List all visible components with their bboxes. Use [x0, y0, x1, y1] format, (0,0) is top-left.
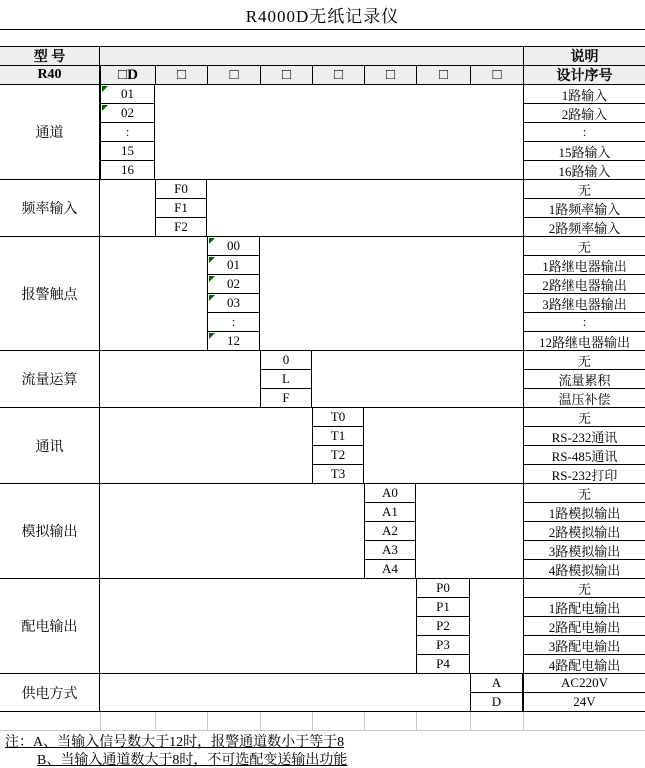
- code-cell-text: F0: [174, 181, 188, 196]
- code-cell: [312, 465, 364, 484]
- desc-cell: 4路配电输出: [523, 655, 645, 674]
- section-label: 通讯: [0, 408, 100, 483]
- code-box-cell: □: [416, 66, 470, 84]
- desc-cell: 3路配电输出: [523, 636, 645, 655]
- code-cell-text: A4: [382, 561, 398, 576]
- gridline: [207, 712, 208, 730]
- code-cell: [312, 446, 364, 465]
- code-cell: [100, 142, 155, 161]
- code-cell-text: 03: [227, 295, 240, 310]
- code-cell: [416, 655, 470, 674]
- code-cell-text: 01: [121, 86, 134, 101]
- note-line-1: 注：A、当输入信号数大于12时，报警通道数小于等于8: [5, 735, 345, 750]
- code-cell: [470, 693, 523, 712]
- desc-cell: 温压补偿: [523, 389, 645, 408]
- gridline: [364, 712, 365, 730]
- desc-cell: 1路配电输出: [523, 598, 645, 617]
- section-label: 模拟输出: [0, 484, 100, 578]
- code-cell-text: F1: [174, 200, 188, 215]
- code-box-cell: □: [312, 66, 364, 84]
- code-cell: [312, 408, 364, 427]
- code-cell-text: F: [282, 390, 290, 405]
- code-cell: [207, 237, 260, 256]
- code-cell-text: :: [125, 124, 130, 139]
- code-cell-text: A1: [382, 504, 398, 519]
- code-cell: [100, 85, 155, 104]
- code-cell-text: F2: [174, 219, 188, 234]
- code-cell-text: :: [231, 314, 236, 329]
- code-cell-text: 15: [121, 143, 134, 158]
- desc-cell: 12路继电器输出: [523, 332, 645, 351]
- desc-cell: 无: [523, 180, 645, 199]
- desc-cell: 1路继电器输出: [523, 256, 645, 275]
- desc-cell: 2路模拟输出: [523, 522, 645, 541]
- code-cell: [207, 256, 260, 275]
- code-cell: [260, 389, 312, 408]
- code-cell: [312, 427, 364, 446]
- section-label: 供电方式: [0, 674, 100, 711]
- desc-cell: RS-485通讯: [523, 446, 645, 465]
- desc-cell: 4路模拟输出: [523, 560, 645, 579]
- code-cell-text: A: [491, 675, 502, 690]
- desc-cell: RS-232通讯: [523, 427, 645, 446]
- desc-cell: 1路输入: [523, 85, 645, 104]
- code-box-cell: □: [155, 66, 207, 84]
- desc-cell: 无: [523, 484, 645, 503]
- code-cell-text: T0: [330, 409, 346, 424]
- desc-cell: 2路继电器输出: [523, 275, 645, 294]
- code-cell: [470, 674, 523, 693]
- code-cell-text: D: [491, 694, 502, 709]
- desc-cell: 2路输入: [523, 104, 645, 123]
- description-header-label: 说明: [523, 47, 645, 65]
- code-box-cell: □: [260, 66, 312, 84]
- section-label: 报警触点: [0, 237, 100, 350]
- code-cell: [364, 541, 416, 560]
- code-box-cell: □: [364, 66, 416, 84]
- gridline: [100, 712, 101, 730]
- code-cell: [100, 104, 155, 123]
- code-cell: [155, 199, 207, 218]
- serial-header-label: 设计序号: [523, 66, 645, 84]
- desc-cell: 流量累积: [523, 370, 645, 389]
- desc-cell: 15路输入: [523, 142, 645, 161]
- code-cell: [416, 598, 470, 617]
- desc-cell: 3路继电器输出: [523, 294, 645, 313]
- code-cell: [416, 617, 470, 636]
- note-line-2: B、当输入通道数大于8时，不可选配变送输出功能: [37, 753, 348, 768]
- code-box-cell: □D: [100, 66, 155, 84]
- desc-cell: :: [523, 313, 645, 332]
- error-indicator-triangle-icon: [209, 333, 215, 339]
- code-cell-text: P3: [436, 637, 450, 652]
- code-cell-text: A2: [382, 523, 398, 538]
- code-cell: [155, 180, 207, 199]
- code-cell-text: A0: [382, 485, 398, 500]
- gridline: [155, 712, 156, 730]
- section-label: 流量运算: [0, 351, 100, 407]
- model-header-label: 型 号: [0, 47, 100, 65]
- desc-cell: AC220V: [523, 674, 645, 693]
- desc-cell: RS-232打印: [523, 465, 645, 484]
- code-cell: [260, 370, 312, 389]
- desc-cell: 1路模拟输出: [523, 503, 645, 522]
- model-header-empty-cell: [100, 47, 523, 65]
- error-indicator-triangle-icon: [209, 295, 215, 301]
- error-indicator-triangle-icon: [102, 105, 108, 111]
- gridline: [523, 712, 524, 730]
- table-bottom-border: [0, 711, 645, 712]
- code-cell-text: P1: [436, 599, 450, 614]
- desc-cell: 无: [523, 351, 645, 370]
- desc-cell: 无: [523, 579, 645, 598]
- gridline: [312, 712, 313, 730]
- code-cell-text: 0: [282, 352, 290, 367]
- code-cell-text: L: [282, 371, 290, 386]
- desc-cell: :: [523, 123, 645, 142]
- code-cell: [364, 522, 416, 541]
- code-cell: [260, 351, 312, 370]
- section-label: 频率输入: [0, 180, 100, 236]
- gridline: [260, 712, 261, 730]
- desc-cell: 无: [523, 408, 645, 427]
- error-indicator-triangle-icon: [209, 257, 215, 263]
- code-cell-text: 02: [227, 276, 240, 291]
- code-cell-text: 16: [121, 162, 134, 177]
- code-cell-text: P0: [436, 580, 450, 595]
- code-cell-text: P2: [436, 618, 450, 633]
- error-indicator-triangle-icon: [209, 238, 215, 244]
- code-cell-text: T1: [330, 428, 346, 443]
- gridline: [416, 712, 417, 730]
- code-cell: [364, 484, 416, 503]
- code-cell: [207, 332, 260, 351]
- code-cell-text: 01: [227, 257, 240, 272]
- code-box-cell: □: [207, 66, 260, 84]
- code-cell: [364, 503, 416, 522]
- code-cell: [207, 294, 260, 313]
- code-cell-text: 12: [227, 333, 240, 348]
- code-cell-text: P4: [436, 656, 450, 671]
- code-cell: [100, 161, 155, 180]
- desc-cell: 2路频率输入: [523, 218, 645, 237]
- gridline: [470, 712, 471, 730]
- desc-cell: 16路输入: [523, 161, 645, 180]
- section-label: 配电输出: [0, 579, 100, 673]
- page-title: R4000D无纸记录仪: [0, 0, 645, 30]
- desc-cell: 3路模拟输出: [523, 541, 645, 560]
- error-indicator-triangle-icon: [209, 276, 215, 282]
- code-cell: [207, 313, 260, 332]
- code-cell-text: T3: [330, 466, 346, 481]
- code-cell: [100, 123, 155, 142]
- code-cell: [207, 275, 260, 294]
- code-cell-text: 02: [121, 105, 134, 120]
- model-prefix-cell: R40: [0, 66, 100, 84]
- code-cell: [416, 579, 470, 598]
- section-label: 通道: [0, 85, 100, 179]
- code-cell-text: A3: [382, 542, 398, 557]
- desc-cell: 2路配电输出: [523, 617, 645, 636]
- code-cell: [364, 560, 416, 579]
- code-cell-text: 00: [227, 238, 240, 253]
- desc-cell: 24V: [523, 693, 645, 712]
- error-indicator-triangle-icon: [102, 86, 108, 92]
- code-cell-text: T2: [330, 447, 346, 462]
- code-cell: [155, 218, 207, 237]
- desc-cell: 无: [523, 237, 645, 256]
- code-cell: [416, 636, 470, 655]
- desc-cell: 1路频率输入: [523, 199, 645, 218]
- code-box-cell: □: [470, 66, 523, 84]
